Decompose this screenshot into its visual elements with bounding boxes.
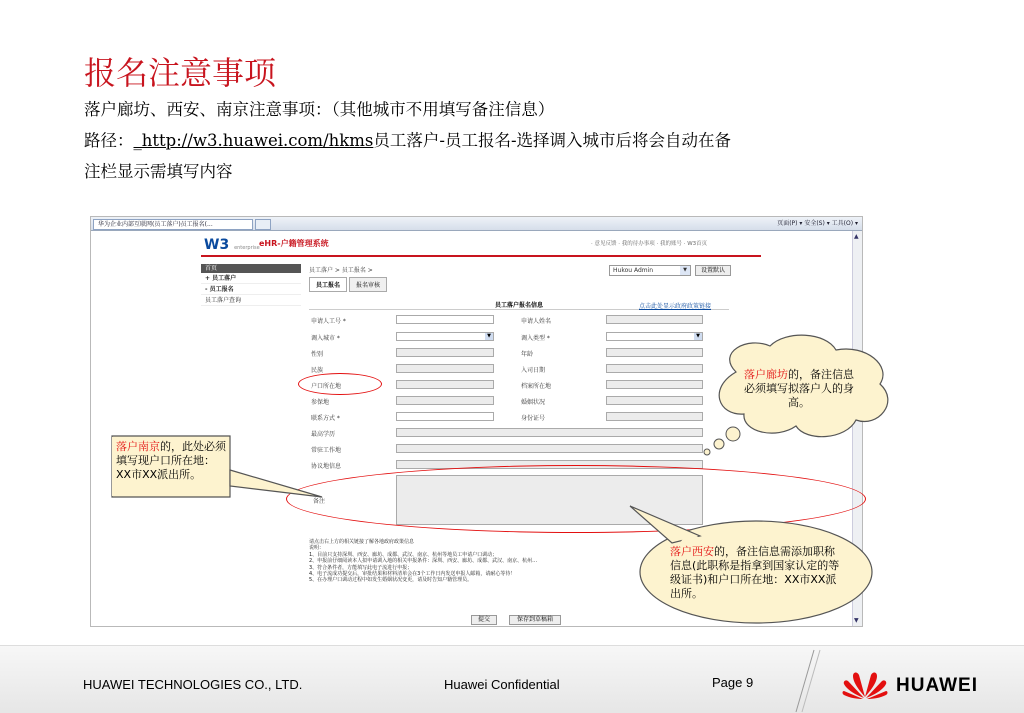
callout-langfang: [740, 368, 858, 410]
label-remarks: 备注: [313, 498, 326, 505]
label-ethnicity: 民族: [311, 367, 324, 374]
label-transfer-type: 调入类型 *: [521, 335, 550, 342]
callout-xian-city: 落户西安: [670, 545, 714, 558]
footer-divider-lines: [786, 646, 826, 713]
thought-bubble-dot: [726, 427, 740, 441]
note-line: 1、目前只支持深圳、西安、廊坊、成都、武汉、南京、杭州等地员工申请户口调动；: [309, 551, 498, 558]
footer-page-number: Page 9: [712, 675, 754, 690]
callout-nanjing: [116, 440, 228, 482]
tab-review[interactable]: 报名审核: [349, 277, 387, 292]
subtitle-line: 落户廊坊、西安、南京注意事项：（其他城市不用填写备注信息）: [84, 100, 555, 119]
callout-nanjing-text: 的，此处必须填写现户口所在地：XX市XX派出所。: [116, 440, 226, 481]
note-line: 说明：: [309, 545, 325, 552]
policy-link[interactable]: 点击此处显示政府政策链接: [639, 303, 712, 310]
form-header: 员工落户报名信息: [309, 300, 729, 310]
logo-text: W3: [204, 237, 230, 253]
label-education: 最高学历: [311, 431, 336, 438]
sidebar-item-query[interactable]: 员工落户查询: [201, 295, 301, 306]
thought-bubble-dot: [714, 439, 724, 449]
callout-langfang-text: 的，备注信息必须填写拟落户人的身高。: [744, 368, 854, 409]
label-id-number: 身份证号: [521, 415, 546, 422]
sidebar-item-apply[interactable]: - 员工报名: [201, 284, 301, 295]
logo-sub: enterprise: [234, 245, 260, 251]
tab-apply[interactable]: 员工报名: [309, 277, 347, 292]
role-select-value: Hukou Admin: [613, 267, 654, 274]
label-hukou-location: 户口所在地: [311, 383, 342, 390]
label-work-location: 常驻工作地: [311, 447, 342, 454]
path-suffix: 员工落户-员工报名-选择调入城市后将会自动在备: [373, 131, 732, 150]
sidebar-home[interactable]: 首页: [201, 264, 301, 273]
path-line-continued: 注栏显示需填写内容: [84, 162, 233, 181]
callout-langfang-city: 落户廊坊: [744, 368, 788, 381]
label-applicant-id: 申请人工号 *: [311, 318, 346, 325]
scroll-down-icon[interactable]: ▼: [854, 617, 859, 624]
footer-company: HUAWEI TECHNOLOGIES CO., LTD.: [83, 677, 303, 692]
label-applicant-name: 申请人姓名: [521, 318, 552, 325]
label-marital-status: 婚姻状况: [521, 399, 546, 406]
footer: [0, 645, 1024, 713]
callout-xian-text: 的，备注信息需添加职称信息(此职称是指拿到国家认定的等级证书)和户口所在地：XX市XX派出所。: [670, 545, 840, 600]
save-draft-button[interactable]: 保存到草稿箱: [509, 615, 561, 625]
submit-button[interactable]: 提交: [471, 615, 497, 625]
label-archive-location: 档案所在地: [521, 383, 552, 390]
label-join-date: 入司日期: [521, 367, 546, 374]
footer-confidential: Huawei Confidential: [444, 677, 560, 692]
sidebar-item-hukou[interactable]: + 员工落户: [201, 273, 301, 284]
w3-link[interactable]: _http://w3.huawei.com/hkms: [133, 131, 374, 150]
label-target-city: 调入城市 *: [311, 335, 340, 342]
note-line: 请点击右上方的相关链接了解各地政府政策信息: [309, 539, 415, 545]
label-age: 年龄: [521, 351, 534, 358]
path-prefix: 路径：: [84, 131, 134, 150]
browser-tab[interactable]: 华为企业内部互联网(员工落户)员工报名(...: [93, 219, 253, 230]
label-contact: 联系方式 *: [311, 415, 340, 422]
chevron-down-icon: ▼: [694, 333, 702, 340]
note-line: 3、符合条件者，方能填写此电子流进行申报；: [309, 564, 413, 571]
set-default-button[interactable]: 设置默认: [695, 265, 731, 276]
thought-bubble-dot: [704, 449, 710, 455]
note-line: 5、在办理户口调动过程中如发生婚姻状况变更，请及时告知户籍管理员。: [309, 577, 473, 584]
callout-nanjing-city: 落户南京: [116, 440, 160, 453]
chevron-down-icon: ▼: [680, 266, 690, 275]
breadcrumb: 员工落户 > 员工报名 >: [309, 267, 373, 274]
chevron-down-icon: ▼: [485, 333, 493, 340]
browser-tools[interactable]: 页面(P) ▾ 安全(S) ▾ 工具(O) ▾: [777, 220, 858, 227]
label-agreement-location: 协议地信息: [311, 463, 342, 470]
slide-title: 报名注意事项: [84, 54, 277, 92]
scroll-up-icon[interactable]: ▲: [854, 233, 859, 240]
note-line: 2、申报前仔细阅读本人拟申请调入地的相关申报条件：深圳、西安、廊坊、成都、武汉、南京、杭州…: [309, 558, 538, 565]
callout-xian: [670, 545, 842, 601]
callout-pointer-nanjing: [230, 470, 322, 497]
label-insurance-location: 参保地: [311, 399, 330, 406]
footer-brand: HUAWEI: [896, 675, 978, 696]
note-line: 4、电子流成功提交后，审批结果和材料清单会在3个工作日内发送申报人邮箱，请耐心等待！: [309, 571, 516, 578]
top-links[interactable]: · 意见反馈 · 我的待办事项 · 我的账号 · W3首页: [591, 241, 708, 247]
huawei-logo-icon: [842, 669, 888, 699]
label-gender: 性别: [311, 351, 324, 358]
system-name: eHR-户籍管理系统: [259, 239, 329, 248]
